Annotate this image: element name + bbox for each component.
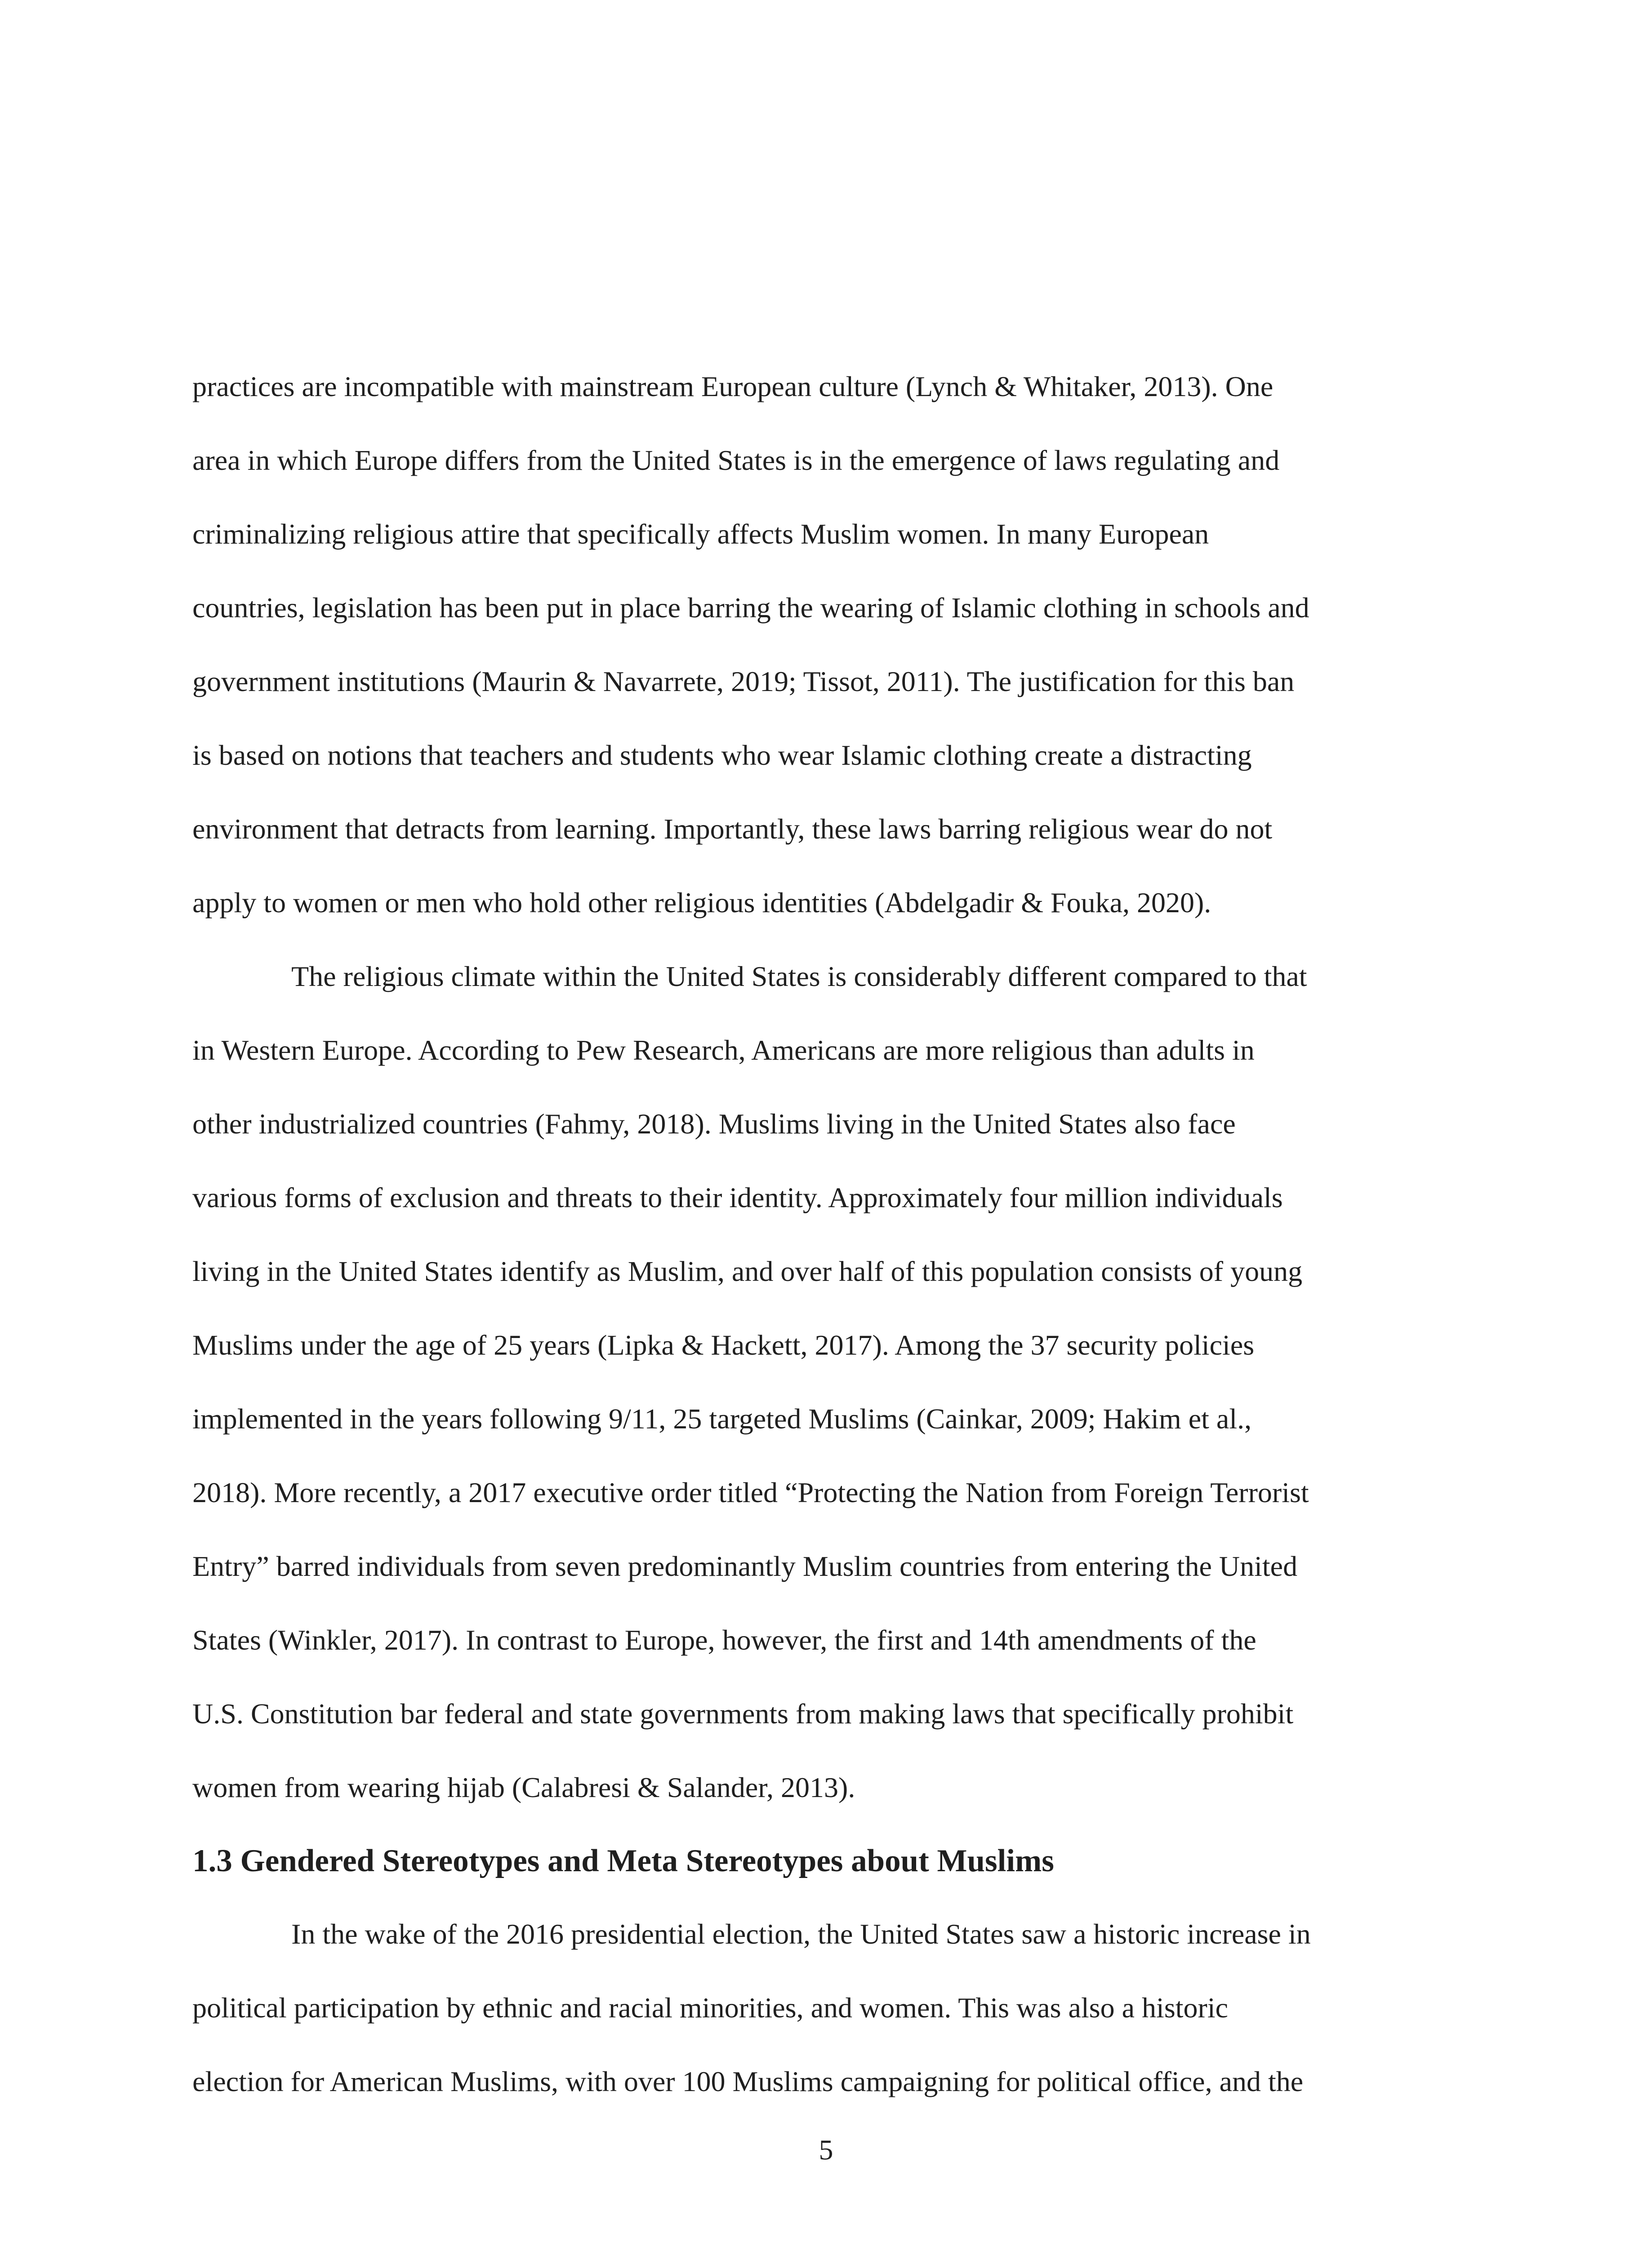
body-text-line: U.S. Constitution bar federal and state governments from making laws that specifically prohibit	[192, 1698, 1294, 1730]
body-text-line: criminalizing religious attire that specifically affects Muslim women. In many European	[192, 518, 1209, 550]
body-text-line: area in which Europe differs from the United States is in the emergence of laws regulating and	[192, 444, 1280, 476]
body-text-line: States (Winkler, 2017). In contrast to Europe, however, the first and 14th amendments of the	[192, 1624, 1256, 1656]
body-text-line: election for American Muslims, with over 100 Muslims campaigning for political office, and the	[192, 2065, 1304, 2097]
body-text-line: In the wake of the 2016 presidential election, the United States saw a historic increase in	[291, 1918, 1311, 1950]
body-text-line: The religious climate within the United States is considerably different compared to that	[291, 960, 1307, 992]
section-heading: 1.3 Gendered Stereotypes and Meta Stereotypes about Muslims	[192, 1843, 1054, 1878]
body-text-line: Entry” barred individuals from seven predominantly Muslim countries from entering the United	[192, 1550, 1298, 1582]
body-text-line: is based on notions that teachers and students who wear Islamic clothing create a distracting	[192, 739, 1252, 771]
body-text-line: Muslims under the age of 25 years (Lipka & Hackett, 2017). Among the 37 security policies	[192, 1329, 1255, 1361]
body-text-line: implemented in the years following 9/11, 25 targeted Muslims (Cainkar, 2009; Hakim et al.,	[192, 1403, 1252, 1435]
body-text-line: women from wearing hijab (Calabresi & Salander, 2013).	[192, 1771, 855, 1803]
body-text-line: various forms of exclusion and threats to their identity. Approximately four million individuals	[192, 1182, 1283, 1213]
body-text-line: countries, legislation has been put in place barring the wearing of Islamic clothing in schools and	[192, 592, 1309, 624]
body-text-line: other industrialized countries (Fahmy, 2018). Muslims living in the United States also face	[192, 1108, 1236, 1140]
body-text-line: political participation by ethnic and racial minorities, and women. This was also a historic	[192, 1992, 1228, 2024]
body-text-line: living in the United States identify as Muslim, and over half of this population consists of young	[192, 1255, 1303, 1287]
body-text-line: environment that detracts from learning. Importantly, these laws barring religious wear do not	[192, 813, 1273, 845]
body-text-line: in Western Europe. According to Pew Research, Americans are more religious than adults in	[192, 1034, 1255, 1066]
page-number: 5	[819, 2134, 833, 2166]
body-text-line: practices are incompatible with mainstream European culture (Lynch & Whitaker, 2013). One	[192, 370, 1274, 402]
body-text-line: 2018). More recently, a 2017 executive order titled “Protecting the Nation from Foreign Terrorist	[192, 1476, 1309, 1508]
body-text-line: government institutions (Maurin & Navarrete, 2019; Tissot, 2011). The justification for this ban	[192, 665, 1295, 697]
body-text-line: apply to women or men who hold other religious identities (Abdelgadir & Fouka, 2020).	[192, 887, 1211, 919]
